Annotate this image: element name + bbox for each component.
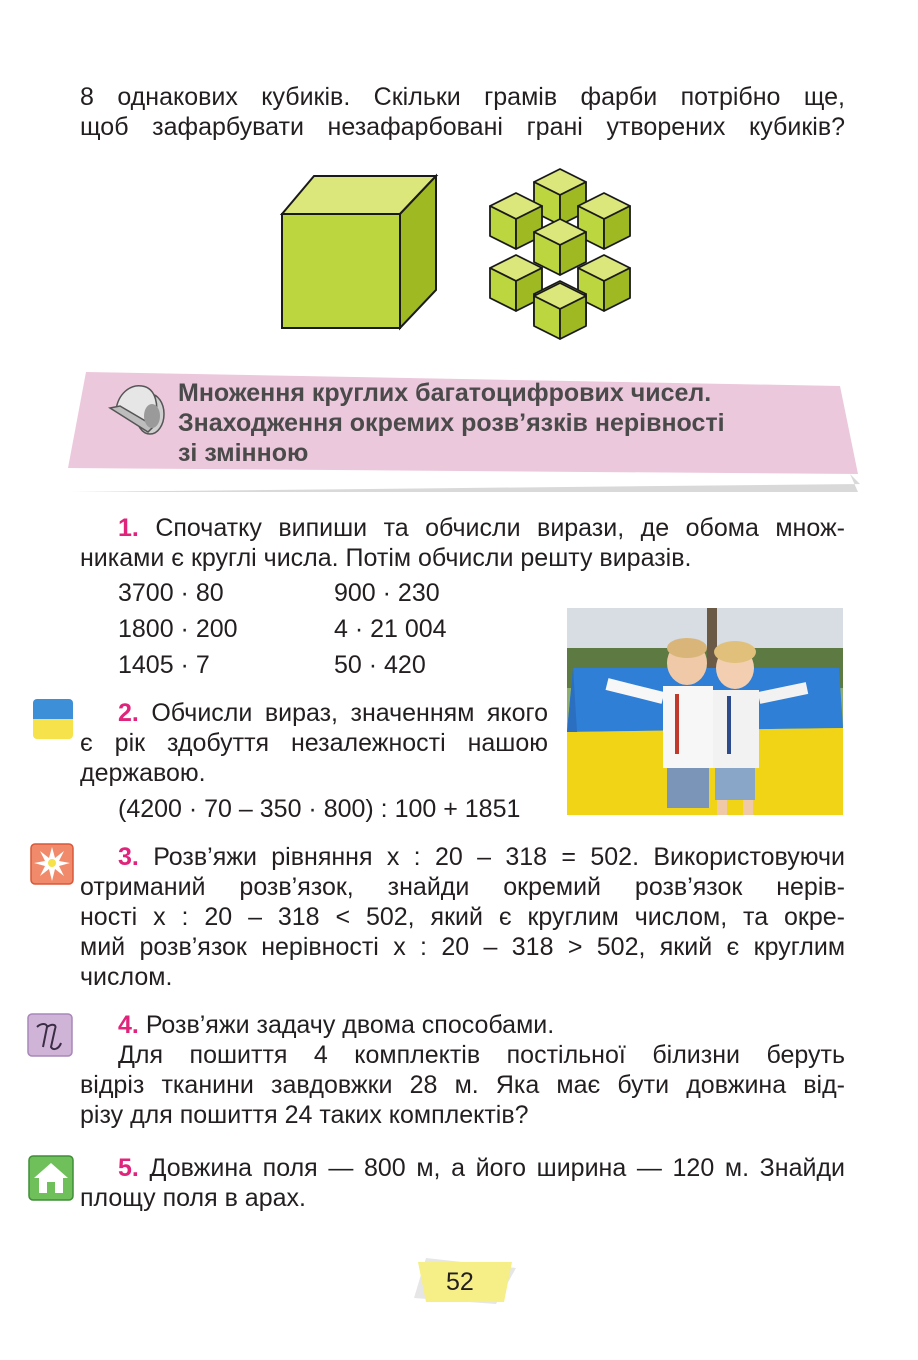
house-icon: [28, 1155, 74, 1201]
task-2: [80, 698, 548, 788]
task-3-line-3: ності x : 20 – 318 < 502, який є круглим числом, та окре-: [80, 903, 845, 931]
task-3-line-2: отриманий розв’язок, знайди окремий розв’язок нерів-: [80, 873, 845, 901]
children-with-flag-photo: [567, 608, 843, 815]
split-cubes-figure: [480, 162, 640, 357]
expression-3: 1405 · 7: [118, 651, 210, 679]
two-ways-icon: [27, 1013, 73, 1057]
task-3-line-5: числом.: [80, 963, 173, 991]
task-5: [80, 1153, 845, 1213]
ukraine-flag-icon: [33, 699, 73, 739]
task-3: [80, 842, 845, 992]
task-5-line-1: Довжина поля — 800 м, а його ширина — 120 м. Знайди: [149, 1154, 845, 1182]
task-1: [80, 513, 845, 573]
expression-5: 4 · 21 004: [334, 615, 447, 643]
task-2-line-1: Обчисли вираз, значенням якого: [151, 699, 548, 727]
task-1-line-2: никами є круглі числа. Потім обчисли решту виразів.: [80, 544, 692, 572]
large-cube-figure: [276, 170, 446, 335]
small-cube-7: [534, 219, 586, 275]
expression-6: 50 · 420: [334, 651, 426, 679]
task-1-line-1: Спочатку випиши та обчисли вирази, де обома множ-: [155, 514, 845, 542]
bell-icon: [106, 380, 168, 438]
task-5-line-2: площу поля в арах.: [80, 1184, 306, 1212]
task-4: [80, 1010, 845, 1130]
expression-4: 900 · 230: [334, 579, 440, 607]
task-4-number: 4.: [118, 1011, 139, 1039]
star-burst-icon: [30, 843, 74, 885]
task-3-line-1: Розв’яжи рівняння x : 20 – 318 = 502. Використовуючи: [153, 843, 845, 871]
task-2-line-3: державою.: [80, 759, 206, 787]
small-cube-8: [534, 283, 586, 339]
task-3-line-4: мий розв’язок нерівності x : 20 – 318 > 502, який є круглим: [80, 933, 845, 961]
topic-title-line-3: зі змінною: [178, 439, 309, 467]
topic-title-line-1: Множення круглих багатоцифрових чисел.: [178, 379, 712, 407]
topic-title-line-2: Знаходження окремих розв’язків нерівності: [178, 409, 725, 437]
task-4-line-2: Для пошиття 4 комплектів постільної білизни беруть: [118, 1041, 845, 1069]
task-1-number: 1.: [118, 514, 139, 542]
task-3-number: 3.: [118, 843, 139, 871]
intro-line-1: 8 однакових кубиків. Скільки грамів фарби потрібно ще,: [80, 83, 845, 111]
task-2-line-2: є рік здобуття незалежності нашою: [80, 729, 548, 757]
page-number: 52: [446, 1268, 474, 1296]
expression-2: 1800 · 200: [118, 615, 238, 643]
task-4-line-3: відріз тканини завдовжки 28 м. Яка має бути довжина від-: [80, 1071, 845, 1099]
intro-line-2: щоб зафарбувати незафарбовані грані утворених кубиків?: [80, 113, 845, 141]
task-5-number: 5.: [118, 1154, 139, 1182]
task-2-number: 2.: [118, 699, 139, 727]
expression-1: 3700 · 80: [118, 579, 224, 607]
task-2-expression: (4200 · 70 – 350 · 800) : 100 + 1851: [118, 795, 521, 823]
task-4-line-1: Розв’яжи задачу двома способами.: [145, 1011, 555, 1039]
task-4-line-4: різу для пошиття 24 таких комплектів?: [80, 1101, 529, 1129]
